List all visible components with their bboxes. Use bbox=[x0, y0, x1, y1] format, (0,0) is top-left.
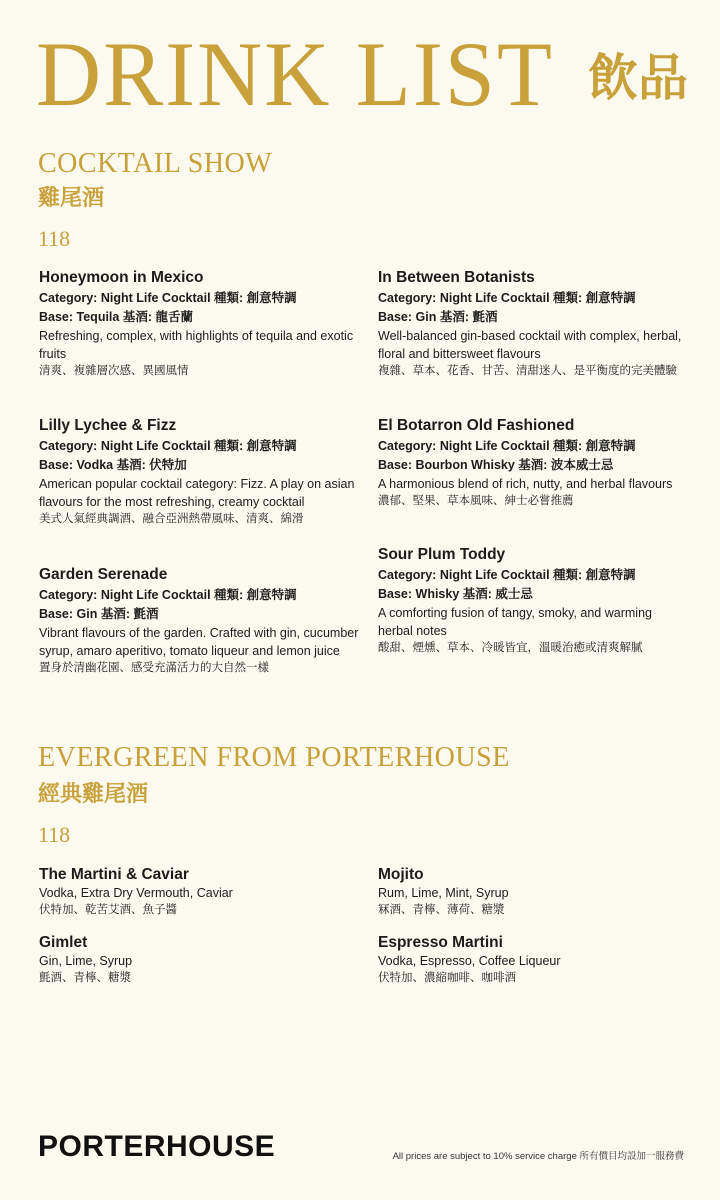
item-category: Category: Night Life Cocktail 種類: 創意特調 bbox=[39, 439, 297, 453]
item-description-zh: 置身於清幽花園、感受充滿活力的大自然一樣 bbox=[39, 662, 269, 674]
item-ingredients: Rum, Lime, Mint, Syrup bbox=[378, 886, 509, 900]
item-ingredients: Vodka, Espresso, Coffee Liqueur bbox=[378, 954, 561, 968]
classic-item bbox=[378, 932, 698, 987]
item-base: Base: Vodka 基酒: 伏特加 bbox=[39, 458, 187, 472]
classic-item bbox=[39, 932, 359, 987]
section-title-zh-cocktail-show: 雞尾酒 bbox=[38, 185, 105, 210]
item-description-zh: 複雜、草本、花香、甘苦、清甜迷人、是平衡度的完美體驗 bbox=[378, 365, 677, 377]
item-description: Well-balanced gin-based cocktail with complex, herbal, floral and bittersweet flavours bbox=[378, 329, 682, 361]
item-name: Gimlet bbox=[39, 934, 88, 951]
service-charge-note: All prices are subject to 10% service charge 所有價目均設加一服務費 bbox=[392, 1151, 684, 1162]
cocktail-item bbox=[39, 565, 361, 677]
item-description: A comforting fusion of tangy, smoky, and warming herbal notes bbox=[378, 606, 652, 638]
item-name: Sour Plum Toddy bbox=[378, 546, 506, 563]
item-ingredients-zh: 伏特加、乾苦艾酒、魚子醬 bbox=[39, 904, 177, 916]
section-price-evergreen: 118 bbox=[38, 822, 71, 847]
cocktail-item bbox=[378, 545, 678, 657]
item-ingredients-zh: 伏特加、濃縮咖啡、咖啡酒 bbox=[378, 972, 516, 984]
item-name: The Martini & Caviar bbox=[39, 866, 189, 883]
brand-logo: PORTERHOUSE bbox=[38, 1130, 276, 1163]
classic-item bbox=[378, 864, 698, 919]
item-base: Base: Gin 基酒: 氈酒 bbox=[39, 607, 159, 621]
item-description-zh: 清爽、複雜層次感、異國風情 bbox=[39, 365, 189, 377]
item-ingredients: Vodka, Extra Dry Vermouth, Caviar bbox=[39, 886, 233, 900]
cocktail-item bbox=[378, 416, 696, 510]
item-base: Base: Bourbon Whisky 基酒: 波本威士忌 bbox=[378, 458, 614, 472]
item-description-zh: 酸甜、煙燻、草本、冷暖皆宜，溫暖治癒或清爽解膩 bbox=[378, 642, 643, 654]
item-base: Base: Tequila 基酒: 龍舌蘭 bbox=[39, 310, 193, 324]
item-description: American popular cocktail category: Fizz. A play on asian flavours for the most refreshing, creamy cocktail bbox=[39, 477, 355, 509]
item-category: Category: Night Life Cocktail 種類: 創意特調 bbox=[378, 568, 636, 582]
cocktail-item bbox=[39, 268, 359, 380]
section-price-cocktail-show: 118 bbox=[38, 226, 71, 251]
page-title: DRINK LIST bbox=[36, 23, 554, 125]
item-description: A harmonious blend of rich, nutty, and herbal flavours bbox=[378, 477, 673, 491]
section-title-zh-evergreen: 經典雞尾酒 bbox=[38, 781, 149, 806]
page-title-zh: 飲品 bbox=[588, 50, 688, 106]
item-name: In Between Botanists bbox=[378, 269, 535, 286]
section-title-evergreen: EVERGREEN FROM PORTERHOUSE bbox=[38, 742, 510, 773]
item-description: Vibrant flavours of the garden. Crafted with gin, cucumber syrup, amaro aperitivo, tomato liqueur and lemon juice bbox=[39, 626, 359, 658]
item-description-zh: 美式人氣經典調酒、融合亞洲熱帶風味、清爽、綿滑 bbox=[39, 513, 304, 525]
item-name: Lilly Lychee & Fizz bbox=[39, 417, 177, 434]
item-category: Category: Night Life Cocktail 種類: 創意特調 bbox=[378, 291, 636, 305]
item-category: Category: Night Life Cocktail 種類: 創意特調 bbox=[39, 588, 297, 602]
cocktail-item bbox=[39, 416, 361, 528]
item-category: Category: Night Life Cocktail 種類: 創意特調 bbox=[39, 291, 297, 305]
item-name: Honeymoon in Mexico bbox=[39, 269, 204, 286]
item-ingredients-zh: 氈酒、青檸、糖漿 bbox=[39, 972, 131, 984]
item-category: Category: Night Life Cocktail 種類: 創意特調 bbox=[378, 439, 636, 453]
item-description-zh: 濃郁、堅果、草本風味、紳士必嘗推薦 bbox=[378, 495, 574, 507]
item-name: El Botarron Old Fashioned bbox=[378, 417, 575, 434]
item-ingredients-zh: 冧酒、青檸、薄荷、糖漿 bbox=[378, 904, 505, 916]
section-title-cocktail-show: COCKTAIL SHOW bbox=[38, 148, 273, 179]
item-base: Base: Whisky 基酒: 威士忌 bbox=[378, 587, 533, 601]
item-base: Base: Gin 基酒: 氈酒 bbox=[378, 310, 498, 324]
item-name: Mojito bbox=[378, 866, 424, 883]
cocktail-item bbox=[378, 268, 696, 380]
item-description: Refreshing, complex, with highlights of tequila and exotic fruits bbox=[39, 329, 354, 361]
item-name: Garden Serenade bbox=[39, 566, 168, 583]
item-name: Espresso Martini bbox=[378, 934, 503, 951]
classic-item bbox=[39, 864, 359, 919]
item-ingredients: Gin, Lime, Syrup bbox=[39, 954, 133, 968]
